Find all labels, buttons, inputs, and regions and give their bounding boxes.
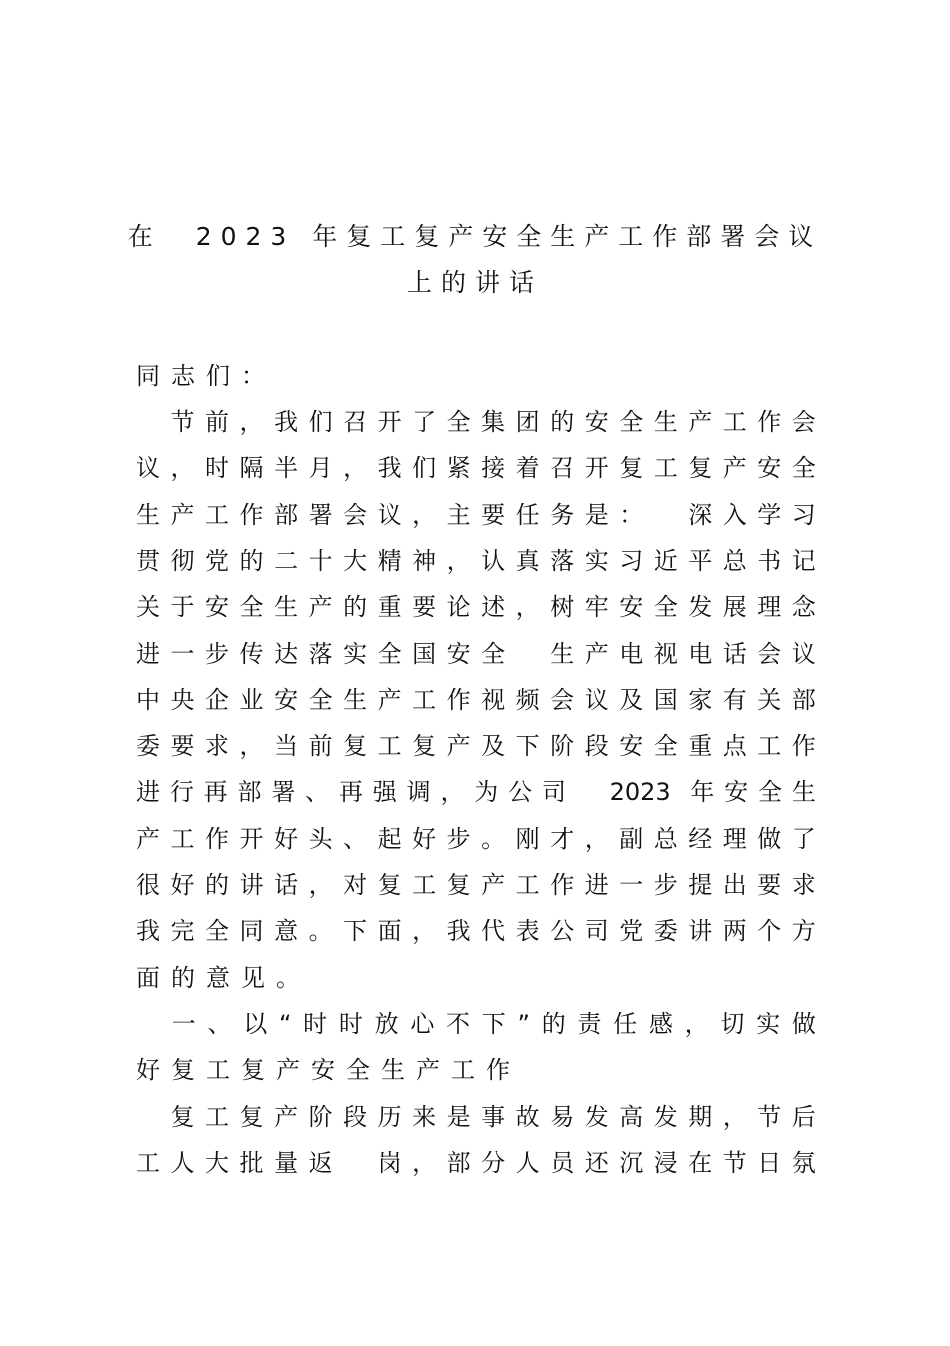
body-line: 我 完 全 同 意 。 下 面 ， 我 代 表 公 司 党 委 讲 两 个 方 [136,917,816,946]
body-line: 议 ， 时 隔 半 月 ， 我 们 紧 接 着 召 开 复 工 复 产 安 全 [136,454,816,483]
body-line: 复 工 复 产 阶 段 历 来 是 事 故 易 发 高 发 期 ， 节 后 [170,1102,816,1131]
body-line: 产 工 作 开 好 头 、 起 好 步 。 刚 才 ， 副 总 经 理 做 了 [136,824,816,853]
body-line: 委 要 求 ， 当 前 复 工 复 产 及 下 阶 段 安 全 重 点 工 作 [136,732,816,761]
body-line: 很 好 的 讲 话 ， 对 复 工 复 产 工 作 进 一 步 提 出 要 求 [136,871,816,899]
body-line: 好复工复产安全生产工作 [136,1056,521,1085]
body-line: 节 前 ， 我 们 召 开 了 全 集 团 的 安 全 生 产 工 作 会 [170,408,816,436]
salutation: 同志们： [136,362,276,390]
body-line: 一 、 以 “ 时 时 放 心 不 下 ” 的 责 任 感 ， 切 实 做 [171,1009,816,1038]
title-line-2: 上的讲话 [406,268,543,297]
body-line: 进 一 步 传 达 落 实 全 国 安 全 生 产 电 视 电 话 会 议 [136,639,816,668]
body-line: 关 于 安 全 生 产 的 重 要 论 述 ， 树 牢 安 全 发 展 理 念 [136,593,816,622]
body-line: 进 行 再 部 署 、 再 强 调 ， 为 公 司 2023 年 安 全 生 [136,778,816,807]
body-line: 生 产 工 作 部 署 会 议 ， 主 要 任 务 是 ： 深 入 学 习 [136,500,816,529]
body-line: 面的意见。 [136,963,311,992]
title-line-1: 在 2023 年复工复产安全生产工作部署会议 [127,222,823,251]
body-line: 中 央 企 业 安 全 生 产 工 作 视 频 会 议 及 国 家 有 关 部 [136,685,816,714]
body-line: 工 人 大 批 量 返 岗 ， 部 分 人 员 还 沉 浸 在 节 日 氛 [136,1148,816,1177]
body-line: 贯 彻 党 的 二 十 大 精 神 ， 认 真 落 实 习 近 平 总 书 记 [136,546,816,575]
